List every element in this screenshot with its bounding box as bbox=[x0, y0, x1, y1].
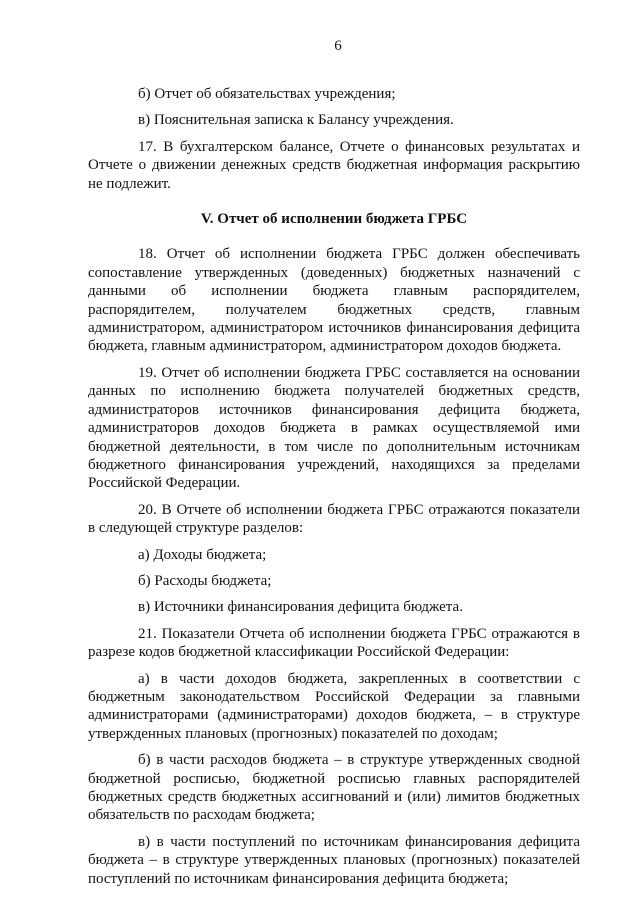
paragraph-19: 19. Отчет об исполнении бюджета ГРБС составляется на основании данных по исполнению бюджета получателей бюджетных средств, администраторов источников финансирования дефицита бюджета, администраторов доходов бюджета в рамках осуществляемой ими бюджетной деятельности, в том числе по дополнительным источникам бюджетного финансирования учреждений, находящихся за пределами Российской Федерации. bbox=[88, 364, 580, 492]
paragraph-item-v: в) Пояснительная записка к Балансу учреждения. bbox=[138, 112, 454, 129]
list-item-expenses: б) Расходы бюджета; bbox=[138, 572, 272, 589]
list-item-financing-sources: в) Источники финансирования дефицита бюджета. bbox=[138, 599, 463, 616]
list-item-financing-part: в) в части поступлений по источникам финансирования дефицита бюджета – в структуре утвержденных плановых (прогнозных) показателей поступлений по источникам финансирования дефицита бюджета; bbox=[88, 833, 580, 887]
document-page bbox=[88, 38, 580, 896]
list-item-expense-part: б) в части расходов бюджета – в структуре утвержденных сводной бюджетной росписью, бюджетной росписью главных распорядителей бюджетных средств бюджетных ассигнований и (или) лимитов бюджетных обязательств по расходам бюджета; bbox=[88, 752, 580, 824]
paragraph-21: 21. Показатели Отчета об исполнении бюджета ГРБС отражаются в разрезе кодов бюджетной классификации Российской Федерации: bbox=[88, 625, 580, 661]
paragraph-item-b: б) Отчет об обязательствах учреждения; bbox=[138, 86, 396, 102]
section-heading: V. Отчет об исполнении бюджета ГРБС bbox=[200, 211, 468, 228]
list-item-revenue-part: а) в части доходов бюджета, закрепленных в соответствии с бюджетным законодательством Российской Федерации за главными администраторами (администраторами) доходов бюджета, – в структуре утвержденных плановых (прогнозных) показателей по доходам; bbox=[88, 670, 580, 742]
paragraph-17: 17. В бухгалтерском балансе, Отчете о финансовых результатах и Отчете о движении денежных средств бюджетная информация раскрытию не подлежит. bbox=[88, 138, 580, 192]
page-number: 6 bbox=[334, 38, 342, 54]
paragraph-20: 20. В Отчете об исполнении бюджета ГРБС отражаются показатели в следующей структуре разделов: bbox=[88, 501, 580, 537]
list-item-revenues: а) Доходы бюджета; bbox=[138, 546, 267, 563]
paragraph-18: 18. Отчет об исполнении бюджета ГРБС должен обеспечивать сопоставление утвержденных (доведенных) бюджетных назначений с данными об исполнении бюджета главным распорядителем, распорядителем, получателем бюджетных средств, главным администратором, администратором источников финансирования дефицита бюджета, главным администратором, администратором доходов бюджета. bbox=[88, 246, 580, 355]
